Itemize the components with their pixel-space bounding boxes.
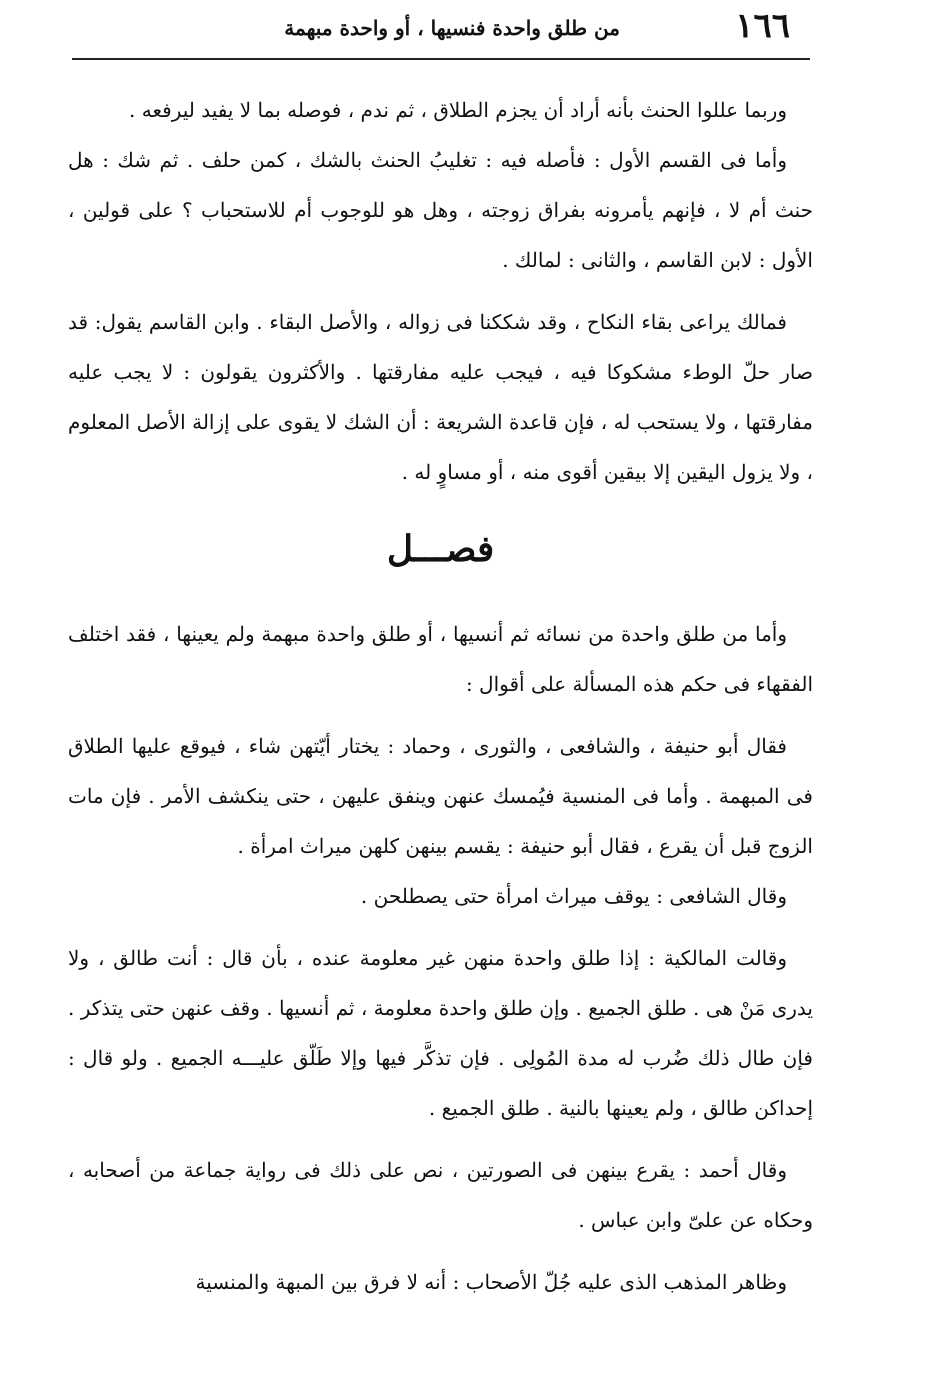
- page-body: [68, 85, 813, 1307]
- running-title: من طلق واحدة فنسيها ، أو واحدة مبهمة: [284, 16, 620, 40]
- paragraph-8: وقال أحمد : يقرع بينهن فى الصورتين ، نص على ذلك فى رواية جماعة من أصحابه ، وحكاه عن علىّ وابن عباس .: [68, 1158, 813, 1232]
- paragraph-4: وأما من طلق واحدة من نسائه ثم أنسيها ، أو طلق واحدة مبهمة ولم يعينها ، فقد اختلف الفقهاء فى حكم هذه المسألة على أقوال :: [68, 622, 813, 696]
- section-heading: [68, 519, 813, 579]
- page-header: [70, 6, 800, 54]
- section-heading-text: فصـــل: [386, 528, 495, 570]
- paragraph-7: وقالت المالكية : إذا طلق واحدة منهن غير معلومة عنده ، بأن قال : أنت طالق ، ولا يدرى مَنْ هى . طلق الجميع . وإن طلق واحدة معلومة ، ثم أنسيها . وقف عنهن حتى يتذكر . فإن طال ذلك ضُرب له مدة المُولِى . فإن تذكَّر فيها وإلا طَلّق عليـــه الجميع . ولو قال : إحداكن طالق ، ولم يعينها بالنية . طلق الجميع .: [68, 946, 813, 1120]
- paragraph-5: فقال أبو حنيفة ، والشافعى ، والثورى ، وحماد : يختار أيّتهن شاء ، فيوقع عليها الطلاق فى المبهمة . وأما فى المنسية فيُمسك عنهن وينفق عليهن ، حتى ينكشف الأمر . فإن مات الزوج قبل أن يقرع ، فقال أبو حنيفة : يقسم بينهن كلهن ميراث امرأة .: [68, 734, 813, 858]
- paragraph-2: وأما فى القسم الأول : فأصله فيه : تغليبُ الحنث بالشك ، كمن حلف . ثم شك : هل حنث أم لا ، فإنهم يأمرونه بفراق زوجته ، وهل هو للوجوب أم للاستحباب ؟ على قولين ، الأول : لابن القاسم ، والثانى : لمالك .: [68, 148, 813, 272]
- page-number: ١٦٦: [735, 6, 790, 46]
- paragraph-1: وربما عللوا الحنث بأنه أراد أن يجزم الطلاق ، ثم ندم ، فوصله بما لا يفيد ليرفعه .: [129, 98, 787, 122]
- header-divider: [72, 58, 810, 60]
- paragraph-3: فمالك يراعى بقاء النكاح ، وقد شككنا فى زواله ، والأصل البقاء . وابن القاسم يقول: قد صار حلّ الوطء مشكوكا فيه ، فيجب عليه مفارقتها . والأكثرون يقولون : لا يجب عليه مفارقتها ، ولا يستحب له ، فإن قاعدة الشريعة : أن الشك لا يقوى على إزالة الأصل المعلوم ، ولا يزول اليقين إلا بيقين أقوى منه ، أو مساوٍ له .: [68, 310, 813, 484]
- paragraph-6: وقال الشافعى : يوقف ميراث امرأة حتى يصطلحن .: [360, 884, 787, 908]
- paragraph-9: وظاهر المذهب الذى عليه جُلّ الأصحاب : أنه لا فرق بين المبهة والمنسية: [195, 1270, 787, 1294]
